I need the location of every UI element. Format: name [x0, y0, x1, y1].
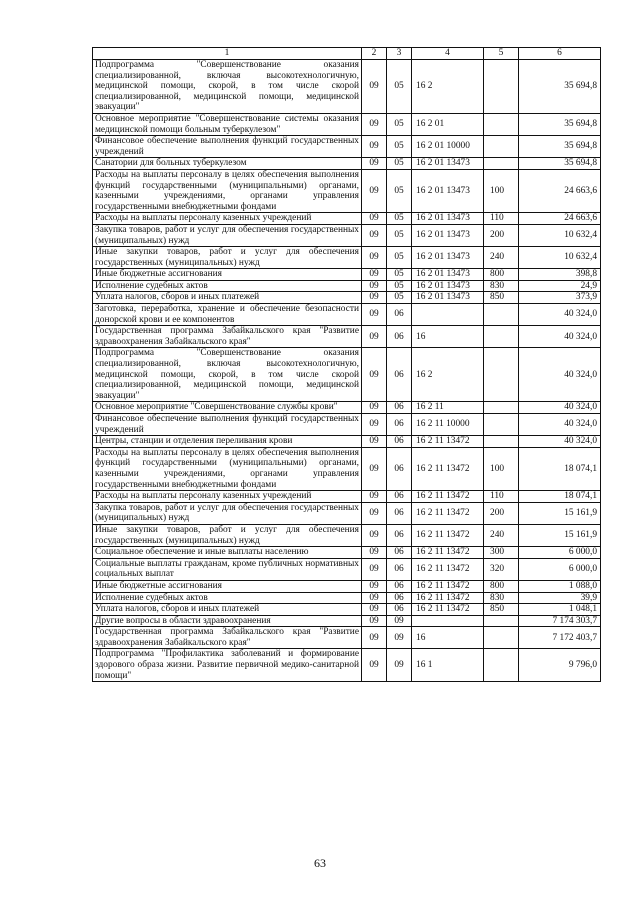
target-item-cell: 16 2 11 13472	[412, 491, 484, 503]
table-row	[93, 292, 601, 304]
expense-type-cell	[484, 627, 519, 649]
target-item-cell: 16 2 11 13472	[412, 436, 484, 448]
row-name-cell: Финансовое обеспечение выполнения функций государственных учреждений	[93, 136, 362, 158]
subsection-code-cell: 09	[387, 627, 412, 649]
expense-type-cell	[484, 649, 519, 682]
header-row	[93, 48, 601, 60]
subsection-code-cell: 06	[387, 604, 412, 616]
subsection-code-cell: 06	[387, 491, 412, 503]
expense-type-cell: 830	[484, 280, 519, 292]
target-item-cell	[412, 304, 484, 326]
subsection-code-cell: 09	[387, 649, 412, 682]
section-code-cell: 09	[362, 169, 387, 212]
budget-table	[92, 47, 601, 682]
table-row	[93, 491, 601, 503]
table-row	[93, 524, 601, 546]
table-row	[93, 269, 601, 281]
section-code-cell: 09	[362, 136, 387, 158]
header-cell: 4	[412, 48, 484, 60]
amount-cell: 6 000,0	[519, 558, 601, 580]
table-row	[93, 169, 601, 212]
target-item-cell: 16 2 01 13473	[412, 158, 484, 170]
subsection-code-cell: 06	[387, 502, 412, 524]
section-code-cell: 09	[362, 604, 387, 616]
section-code-cell: 09	[362, 491, 387, 503]
row-name-cell: Иные закупки товаров, работ и услуг для обеспечения государственных (муниципальных) нужд	[93, 524, 362, 546]
target-item-cell: 16 2 11 13472	[412, 604, 484, 616]
amount-cell: 10 632,4	[519, 247, 601, 269]
table-row	[93, 592, 601, 604]
expense-type-cell	[484, 136, 519, 158]
section-code-cell: 09	[362, 224, 387, 246]
table-row	[93, 304, 601, 326]
section-code-cell: 09	[362, 580, 387, 592]
table-row	[93, 615, 601, 627]
expense-type-cell: 800	[484, 580, 519, 592]
section-code-cell: 09	[362, 269, 387, 281]
row-name-cell: Другие вопросы в области здравоохранения	[93, 615, 362, 627]
subsection-code-cell: 06	[387, 304, 412, 326]
target-item-cell: 16 2 01 13473	[412, 224, 484, 246]
amount-cell: 1 048,1	[519, 604, 601, 616]
target-item-cell: 16 2 01 13473	[412, 247, 484, 269]
table-row	[93, 113, 601, 135]
subsection-code-cell: 06	[387, 547, 412, 559]
expense-type-cell: 110	[484, 491, 519, 503]
subsection-code-cell: 06	[387, 436, 412, 448]
table-row	[93, 436, 601, 448]
section-code-cell: 09	[362, 615, 387, 627]
amount-cell: 24,9	[519, 280, 601, 292]
row-name-cell: Расходы на выплаты персоналу казенных учреждений	[93, 491, 362, 503]
table-row	[93, 224, 601, 246]
expense-type-cell	[484, 402, 519, 414]
target-item-cell: 16 2 01 13473	[412, 213, 484, 225]
amount-cell: 35 694,8	[519, 113, 601, 135]
row-name-cell: Расходы на выплаты персоналу в целях обеспечения выполнения функций государственными (муниципальными) органами, казенными учреждениями, органами управления государственными внебюджетными фондами	[93, 447, 362, 490]
target-item-cell: 16	[412, 627, 484, 649]
table-row	[93, 213, 601, 225]
section-code-cell: 09	[362, 247, 387, 269]
expense-type-cell	[484, 348, 519, 402]
target-item-cell: 16 2 01 13473	[412, 292, 484, 304]
table-row	[93, 580, 601, 592]
section-code-cell: 09	[362, 213, 387, 225]
subsection-code-cell: 05	[387, 247, 412, 269]
section-code-cell: 09	[362, 113, 387, 135]
subsection-code-cell: 05	[387, 280, 412, 292]
section-code-cell: 09	[362, 348, 387, 402]
amount-cell: 40 324,0	[519, 402, 601, 414]
amount-cell: 35 694,8	[519, 158, 601, 170]
table-row	[93, 604, 601, 616]
row-name-cell: Социальное обеспечение и иные выплаты населению	[93, 547, 362, 559]
table-row	[93, 60, 601, 114]
amount-cell: 39,9	[519, 592, 601, 604]
subsection-code-cell: 06	[387, 326, 412, 348]
amount-cell: 15 161,9	[519, 524, 601, 546]
row-name-cell: Финансовое обеспечение выполнения функций государственных учреждений	[93, 414, 362, 436]
subsection-code-cell: 05	[387, 224, 412, 246]
row-name-cell: Иные бюджетные ассигнования	[93, 580, 362, 592]
amount-cell: 40 324,0	[519, 304, 601, 326]
target-item-cell: 16 2 11 13472	[412, 580, 484, 592]
budget-document	[92, 47, 600, 682]
subsection-code-cell: 06	[387, 402, 412, 414]
amount-cell: 35 694,8	[519, 60, 601, 114]
expense-type-cell	[484, 326, 519, 348]
amount-cell: 35 694,8	[519, 136, 601, 158]
row-name-cell: Центры, станции и отделения переливания крови	[93, 436, 362, 448]
amount-cell: 10 632,4	[519, 224, 601, 246]
target-item-cell: 16 2 01 13473	[412, 280, 484, 292]
expense-type-cell: 110	[484, 213, 519, 225]
expense-type-cell	[484, 60, 519, 114]
row-name-cell: Основное мероприятие "Совершенствование системы оказания медицинской помощи больным туберкулезом"	[93, 113, 362, 135]
expense-type-cell: 240	[484, 524, 519, 546]
row-name-cell: Государственная программа Забайкальского края "Развитие здравоохранения Забайкальского края"	[93, 326, 362, 348]
expense-type-cell: 320	[484, 558, 519, 580]
subsection-code-cell: 05	[387, 292, 412, 304]
header-cell: 1	[93, 48, 362, 60]
table-row	[93, 502, 601, 524]
row-name-cell: Закупка товаров, работ и услуг для обеспечения государственных (муниципальных) нужд	[93, 224, 362, 246]
expense-type-cell: 100	[484, 169, 519, 212]
page-number: 63	[314, 856, 326, 870]
table-row	[93, 326, 601, 348]
section-code-cell: 09	[362, 326, 387, 348]
subsection-code-cell: 06	[387, 524, 412, 546]
section-code-cell: 09	[362, 524, 387, 546]
row-name-cell: Государственная программа Забайкальского края "Развитие здравоохранения Забайкальского края"	[93, 627, 362, 649]
expense-type-cell	[484, 304, 519, 326]
row-name-cell: Уплата налогов, сборов и иных платежей	[93, 292, 362, 304]
target-item-cell: 16 2 11 13472	[412, 547, 484, 559]
section-code-cell: 09	[362, 158, 387, 170]
subsection-code-cell: 05	[387, 213, 412, 225]
target-item-cell: 16 2	[412, 348, 484, 402]
expense-type-cell: 850	[484, 292, 519, 304]
expense-type-cell	[484, 113, 519, 135]
target-item-cell	[412, 615, 484, 627]
target-item-cell: 16 2 11	[412, 402, 484, 414]
table-row	[93, 558, 601, 580]
header-cell: 3	[387, 48, 412, 60]
target-item-cell: 16 2 11 13472	[412, 558, 484, 580]
row-name-cell: Закупка товаров, работ и услуг для обеспечения государственных (муниципальных) нужд	[93, 502, 362, 524]
header-cell: 6	[519, 48, 601, 60]
amount-cell: 24 663,6	[519, 213, 601, 225]
amount-cell: 9 796,0	[519, 649, 601, 682]
amount-cell: 40 324,0	[519, 414, 601, 436]
target-item-cell: 16 2 11 13472	[412, 502, 484, 524]
subsection-code-cell: 05	[387, 169, 412, 212]
row-name-cell: Подпрограмма "Профилактика заболеваний и формирование здорового образа жизни. Развитие первичной медико-санитарной помощи"	[93, 649, 362, 682]
row-name-cell: Заготовка, переработка, хранение и обеспечение безопасности донорской крови и ее компонентов	[93, 304, 362, 326]
section-code-cell: 09	[362, 436, 387, 448]
target-item-cell: 16 2 01 13473	[412, 269, 484, 281]
subsection-code-cell: 06	[387, 348, 412, 402]
row-name-cell: Иные закупки товаров, работ и услуг для обеспечения государственных (муниципальных) нужд	[93, 247, 362, 269]
table-row	[93, 414, 601, 436]
amount-cell: 15 161,9	[519, 502, 601, 524]
amount-cell: 7 174 303,7	[519, 615, 601, 627]
subsection-code-cell: 05	[387, 113, 412, 135]
amount-cell: 398,8	[519, 269, 601, 281]
expense-type-cell: 300	[484, 547, 519, 559]
expense-type-cell	[484, 615, 519, 627]
subsection-code-cell: 09	[387, 615, 412, 627]
row-name-cell: Подпрограмма "Совершенствование оказания специализированной, включая высокотехнологичную, медицинской помощи, скорой, в том числе скорой специализированной, медицинской помощи, медицинской эвакуации"	[93, 348, 362, 402]
expense-type-cell	[484, 414, 519, 436]
section-code-cell: 09	[362, 447, 387, 490]
target-item-cell: 16 2 11 13472	[412, 592, 484, 604]
target-item-cell: 16 2	[412, 60, 484, 114]
row-name-cell: Исполнение судебных актов	[93, 280, 362, 292]
subsection-code-cell: 06	[387, 447, 412, 490]
table-row	[93, 348, 601, 402]
amount-cell: 6 000,0	[519, 547, 601, 559]
row-name-cell: Иные бюджетные ассигнования	[93, 269, 362, 281]
subsection-code-cell: 05	[387, 158, 412, 170]
table-row	[93, 447, 601, 490]
header-cell: 5	[484, 48, 519, 60]
section-code-cell: 09	[362, 292, 387, 304]
section-code-cell: 09	[362, 280, 387, 292]
target-item-cell: 16 2 01 13473	[412, 169, 484, 212]
target-item-cell: 16 2 11 13472	[412, 524, 484, 546]
expense-type-cell: 200	[484, 502, 519, 524]
subsection-code-cell: 05	[387, 136, 412, 158]
section-code-cell: 09	[362, 558, 387, 580]
table-row	[93, 136, 601, 158]
expense-type-cell: 100	[484, 447, 519, 490]
amount-cell: 373,9	[519, 292, 601, 304]
amount-cell: 1 088,0	[519, 580, 601, 592]
table-row	[93, 402, 601, 414]
amount-cell: 18 074,1	[519, 491, 601, 503]
header-cell: 2	[362, 48, 387, 60]
section-code-cell: 09	[362, 60, 387, 114]
target-item-cell: 16 2 11 13472	[412, 447, 484, 490]
subsection-code-cell: 06	[387, 414, 412, 436]
row-name-cell: Расходы на выплаты персоналу казенных учреждений	[93, 213, 362, 225]
table-row	[93, 547, 601, 559]
amount-cell: 18 074,1	[519, 447, 601, 490]
section-code-cell: 09	[362, 414, 387, 436]
row-name-cell: Исполнение судебных актов	[93, 592, 362, 604]
amount-cell: 40 324,0	[519, 326, 601, 348]
table-row	[93, 247, 601, 269]
target-item-cell: 16 2 01	[412, 113, 484, 135]
expense-type-cell	[484, 436, 519, 448]
section-code-cell: 09	[362, 304, 387, 326]
section-code-cell: 09	[362, 547, 387, 559]
row-name-cell: Санатории для больных туберкулезом	[93, 158, 362, 170]
expense-type-cell: 200	[484, 224, 519, 246]
expense-type-cell	[484, 158, 519, 170]
table-row	[93, 627, 601, 649]
expense-type-cell: 830	[484, 592, 519, 604]
expense-type-cell: 800	[484, 269, 519, 281]
target-item-cell: 16	[412, 326, 484, 348]
subsection-code-cell: 05	[387, 269, 412, 281]
row-name-cell: Социальные выплаты гражданам, кроме публичных нормативных социальных выплат	[93, 558, 362, 580]
amount-cell: 40 324,0	[519, 436, 601, 448]
section-code-cell: 09	[362, 402, 387, 414]
target-item-cell: 16 2 11 10000	[412, 414, 484, 436]
table-row	[93, 280, 601, 292]
subsection-code-cell: 05	[387, 60, 412, 114]
expense-type-cell: 240	[484, 247, 519, 269]
amount-cell: 7 172 403,7	[519, 627, 601, 649]
subsection-code-cell: 06	[387, 558, 412, 580]
amount-cell: 24 663,6	[519, 169, 601, 212]
subsection-code-cell: 06	[387, 592, 412, 604]
row-name-cell: Уплата налогов, сборов и иных платежей	[93, 604, 362, 616]
section-code-cell: 09	[362, 502, 387, 524]
row-name-cell: Подпрограмма "Совершенствование оказания специализированной, включая высокотехнологичную, медицинской помощи, скорой, в том числе скорой специализированной, медицинской помощи, медицинской эвакуации"	[93, 60, 362, 114]
target-item-cell: 16 1	[412, 649, 484, 682]
amount-cell: 40 324,0	[519, 348, 601, 402]
target-item-cell: 16 2 01 10000	[412, 136, 484, 158]
row-name-cell: Основное мероприятие "Совершенствование службы крови"	[93, 402, 362, 414]
expense-type-cell: 850	[484, 604, 519, 616]
subsection-code-cell: 06	[387, 580, 412, 592]
section-code-cell: 09	[362, 627, 387, 649]
section-code-cell: 09	[362, 649, 387, 682]
table-row	[93, 158, 601, 170]
section-code-cell: 09	[362, 592, 387, 604]
table-row	[93, 649, 601, 682]
row-name-cell: Расходы на выплаты персоналу в целях обеспечения выполнения функций государственными (муниципальными) органами, казенными учреждениями, органами управления государственными внебюджетными фондами	[93, 169, 362, 212]
